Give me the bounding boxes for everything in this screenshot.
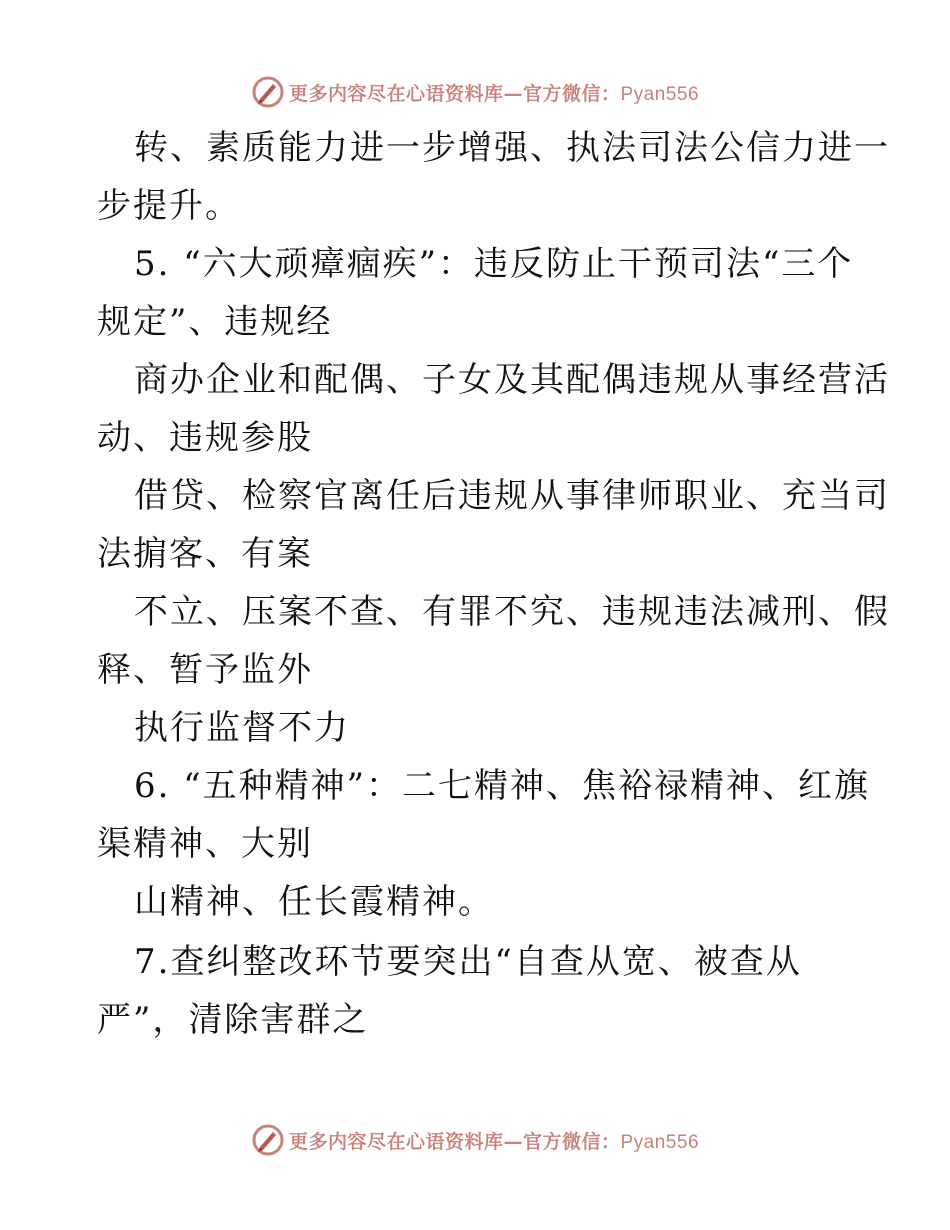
watermark-header <box>0 72 950 112</box>
pen-seal-icon <box>251 75 285 109</box>
text-line: 释、暂予监外 <box>97 650 313 690</box>
text-line: 步提升。 <box>97 186 241 226</box>
text-line: 商办企业和配偶、子女及其配偶违规从事经营活 <box>134 360 890 400</box>
text-line: 执行监督不力 <box>134 708 350 748</box>
pen-seal-icon <box>251 1123 285 1157</box>
text-line: 5. “六大顽瘴痼疾”：违反防止干预司法“三个 <box>134 244 854 284</box>
text-line: 借贷、检察官离任后违规从事律师职业、充当司 <box>134 476 890 516</box>
watermark-text: 更多内容尽在心语资料库—官方微信：Pyan556 <box>288 1130 700 1153</box>
text-line: 规定”、违规经 <box>97 302 333 342</box>
text-line: 山精神、任长霞精神。 <box>134 882 494 922</box>
text-line: 法掮客、有案 <box>97 534 313 574</box>
text-line: 7.查纠整改环节要突出“自查从宽、被查从 <box>134 942 802 982</box>
text-line: 不立、压案不查、有罪不究、违规违法减刑、假 <box>134 592 890 632</box>
text-line: 转、素质能力进一步增强、执法司法公信力进一 <box>134 128 890 168</box>
text-line: 渠精神、大别 <box>97 824 313 864</box>
watermark-text: 更多内容尽在心语资料库—官方微信：Pyan556 <box>288 82 700 105</box>
text-line: 6. “五种精神”：二七精神、焦裕禄精神、红旗 <box>134 766 871 806</box>
text-line: 动、违规参股 <box>97 418 313 458</box>
watermark-footer <box>0 1120 950 1160</box>
text-line: 严”，清除害群之 <box>97 1000 369 1040</box>
